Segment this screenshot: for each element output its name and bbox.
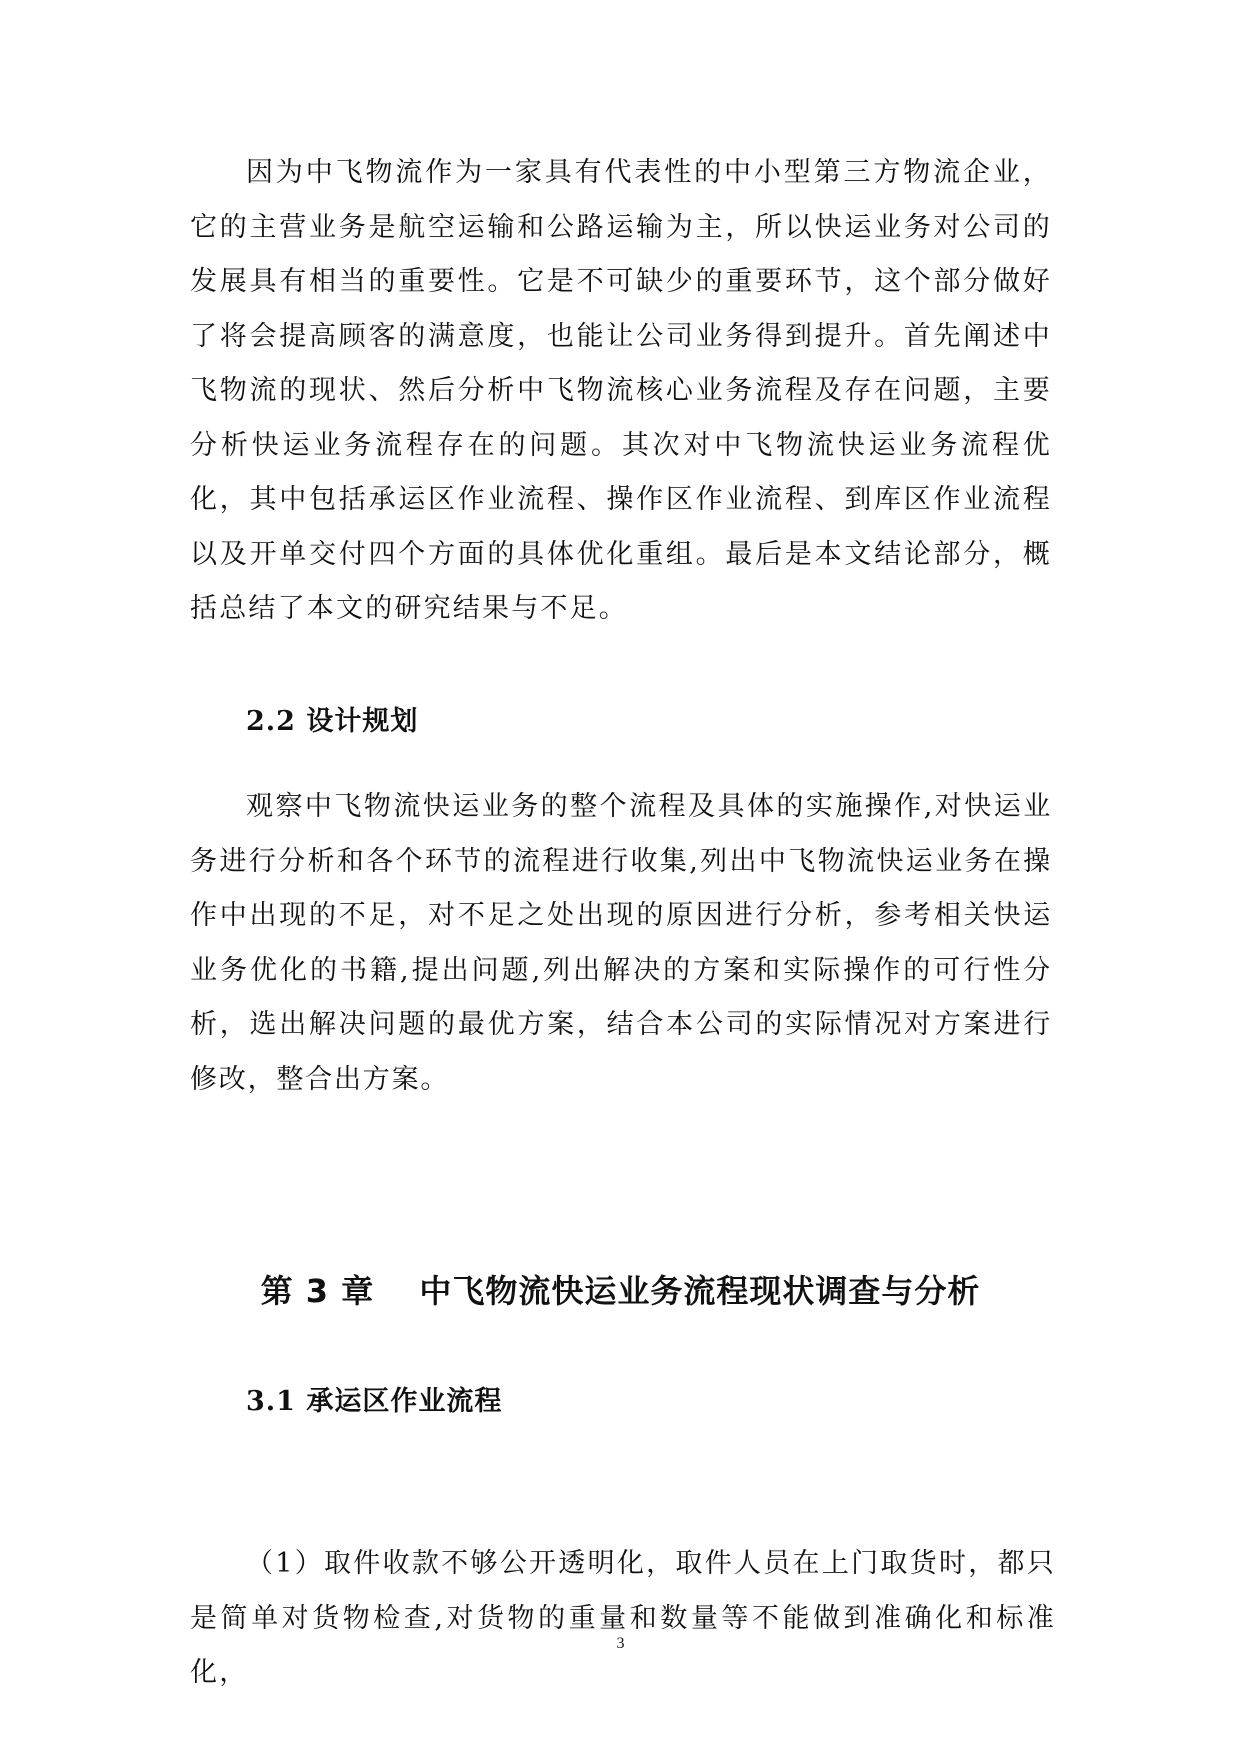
intro-paragraph: 因为中飞物流作为一家具有代表性的中小型第三方物流企业，它的主营业务是航空运输和公路运输为主，所以快运业务对公司的发展具有相当的重要性。它是不可缺少的重要环节，这个部分做好了将会提高顾客的满意度，也能让公司业务得到提升。首先阐述中飞物流的现状、然后分析中飞物流核心业务流程及存在问题，主要分析快运业务流程存在的问题。其次对中飞物流快运业务流程优化，其中包括承运区作业流程、操作区作业流程、到库区作业流程以及开单交付四个方面的具体优化重组。最后是本文结论部分，概括总结了本文的研究结果与不足。 (190, 157, 1052, 624)
chapter-3-heading: 第 3 章 中飞物流快运业务流程现状调查与分析 (260, 1272, 981, 1310)
section-3-1-heading: 3.1 承运区作业流程 (246, 1386, 503, 1417)
design-paragraph: 观察中飞物流快运业务的整个流程及具体的实施操作,对快运业务进行分析和各个环节的流程进行收集,列出中飞物流快运业务在操作中出现的不足，对不足之处出现的原因进行分析，参考相关快运业务优化的书籍,提出问题,列出解决的方案和实际操作的可行性分析，选出解决问题的最优方案，结合本公司的实际情况对方案进行修改，整合出方案。 (190, 791, 1052, 1095)
section-2-2-heading: 2.2 设计规划 (246, 706, 419, 737)
pickup-paragraph: （1）取件收款不够公开透明化，取件人员在上门取货时，都只是简单对货物检查,对货物的重量和数量等不能做到准确化和标准化， (190, 1548, 1056, 1688)
page-number: 3 (616, 1635, 625, 1652)
